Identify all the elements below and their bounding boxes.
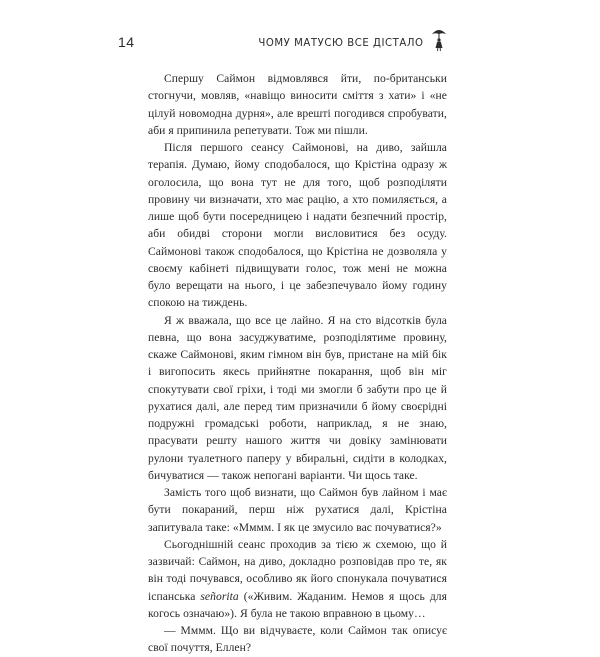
body-text: [148, 70, 447, 657]
paragraph: — Мммм. Що ви відчуваєте, коли Саймон так описує свої почуття, Еллен?: [148, 622, 447, 657]
page-number: 14: [118, 34, 135, 50]
paragraph: Замість того щоб визнати, що Саймон був лайном і має бути покараний, перш ніж рухатися далі, Крістіна запитувала таке: «Мммм. І як це змусило вас почуватися?»: [148, 484, 447, 536]
running-title: ЧОМУ МАТУСЮ ВСЕ ДІСТАЛО: [259, 36, 424, 49]
paragraph-text: («Живим. Жаданим. Немов я щось для когось означаю»). Я була не такою вправною в цьому…: [148, 590, 447, 620]
paragraph-text: Сьогоднішній сеанс проходив за тією ж схемою, що й зазвичай: Саймон, на диво, докладно розповідав про те, як він тоді почувався, особливо як його спонукала почуватися іспанська: [148, 538, 447, 603]
italic-word: señorita: [200, 590, 238, 603]
page-header: [118, 34, 452, 54]
paragraph: [148, 536, 447, 622]
paragraph: Я ж вважала, що все це лайно. Я на сто відсотків була певна, що вона засуджуватиме, розподілятиме провину, скаже Саймонові, яким гімном він був, пристане на мій бік і вигопосить якесь прийнятне покарання, щоб він міг спокутувати свої гріхи, і тоді ми змогли б забути про це й рухатися далі, але перед тим призначили б йому своєрідні подружні громадські роботи, наприклад, я не знаю, прасувати решту нашого життя чи довіку замінювати рулони туалетного паперу у вбиральні, сидіти в колодках, бичуватися — також непогані варіанти. Чи щось таке.: [148, 312, 447, 485]
woman-with-umbrella-icon: [430, 26, 448, 52]
paragraph: Спершу Саймон відмовлявся йти, по-британськи стогнучи, мовляв, «навіщо виносити сміття з хати» і «не цілуй новомодна дурня», але врешті погодився спробувати, аби я припинила репетувати. Тож ми пішли.: [148, 70, 447, 139]
paragraph: Після першого сеансу Саймонові, на диво, зайшла терапія. Думаю, йому сподобалося, що Крістіна одразу ж оголосила, що вона тут не для того, щоб розподіляти провину чи визначати, хто має рацію, а хто помиляється, а лише щоб бути посередницею і надати безпечний простір, аби обидві сторони могли висловитися без осуду. Саймонові також сподобалося, що Крістіна не дозволяла у своєму кабінеті підвищувати голос, тож мені не можна було верещати на нього, і це забезпечувало йому годину спокою на тиждень.: [148, 139, 447, 312]
